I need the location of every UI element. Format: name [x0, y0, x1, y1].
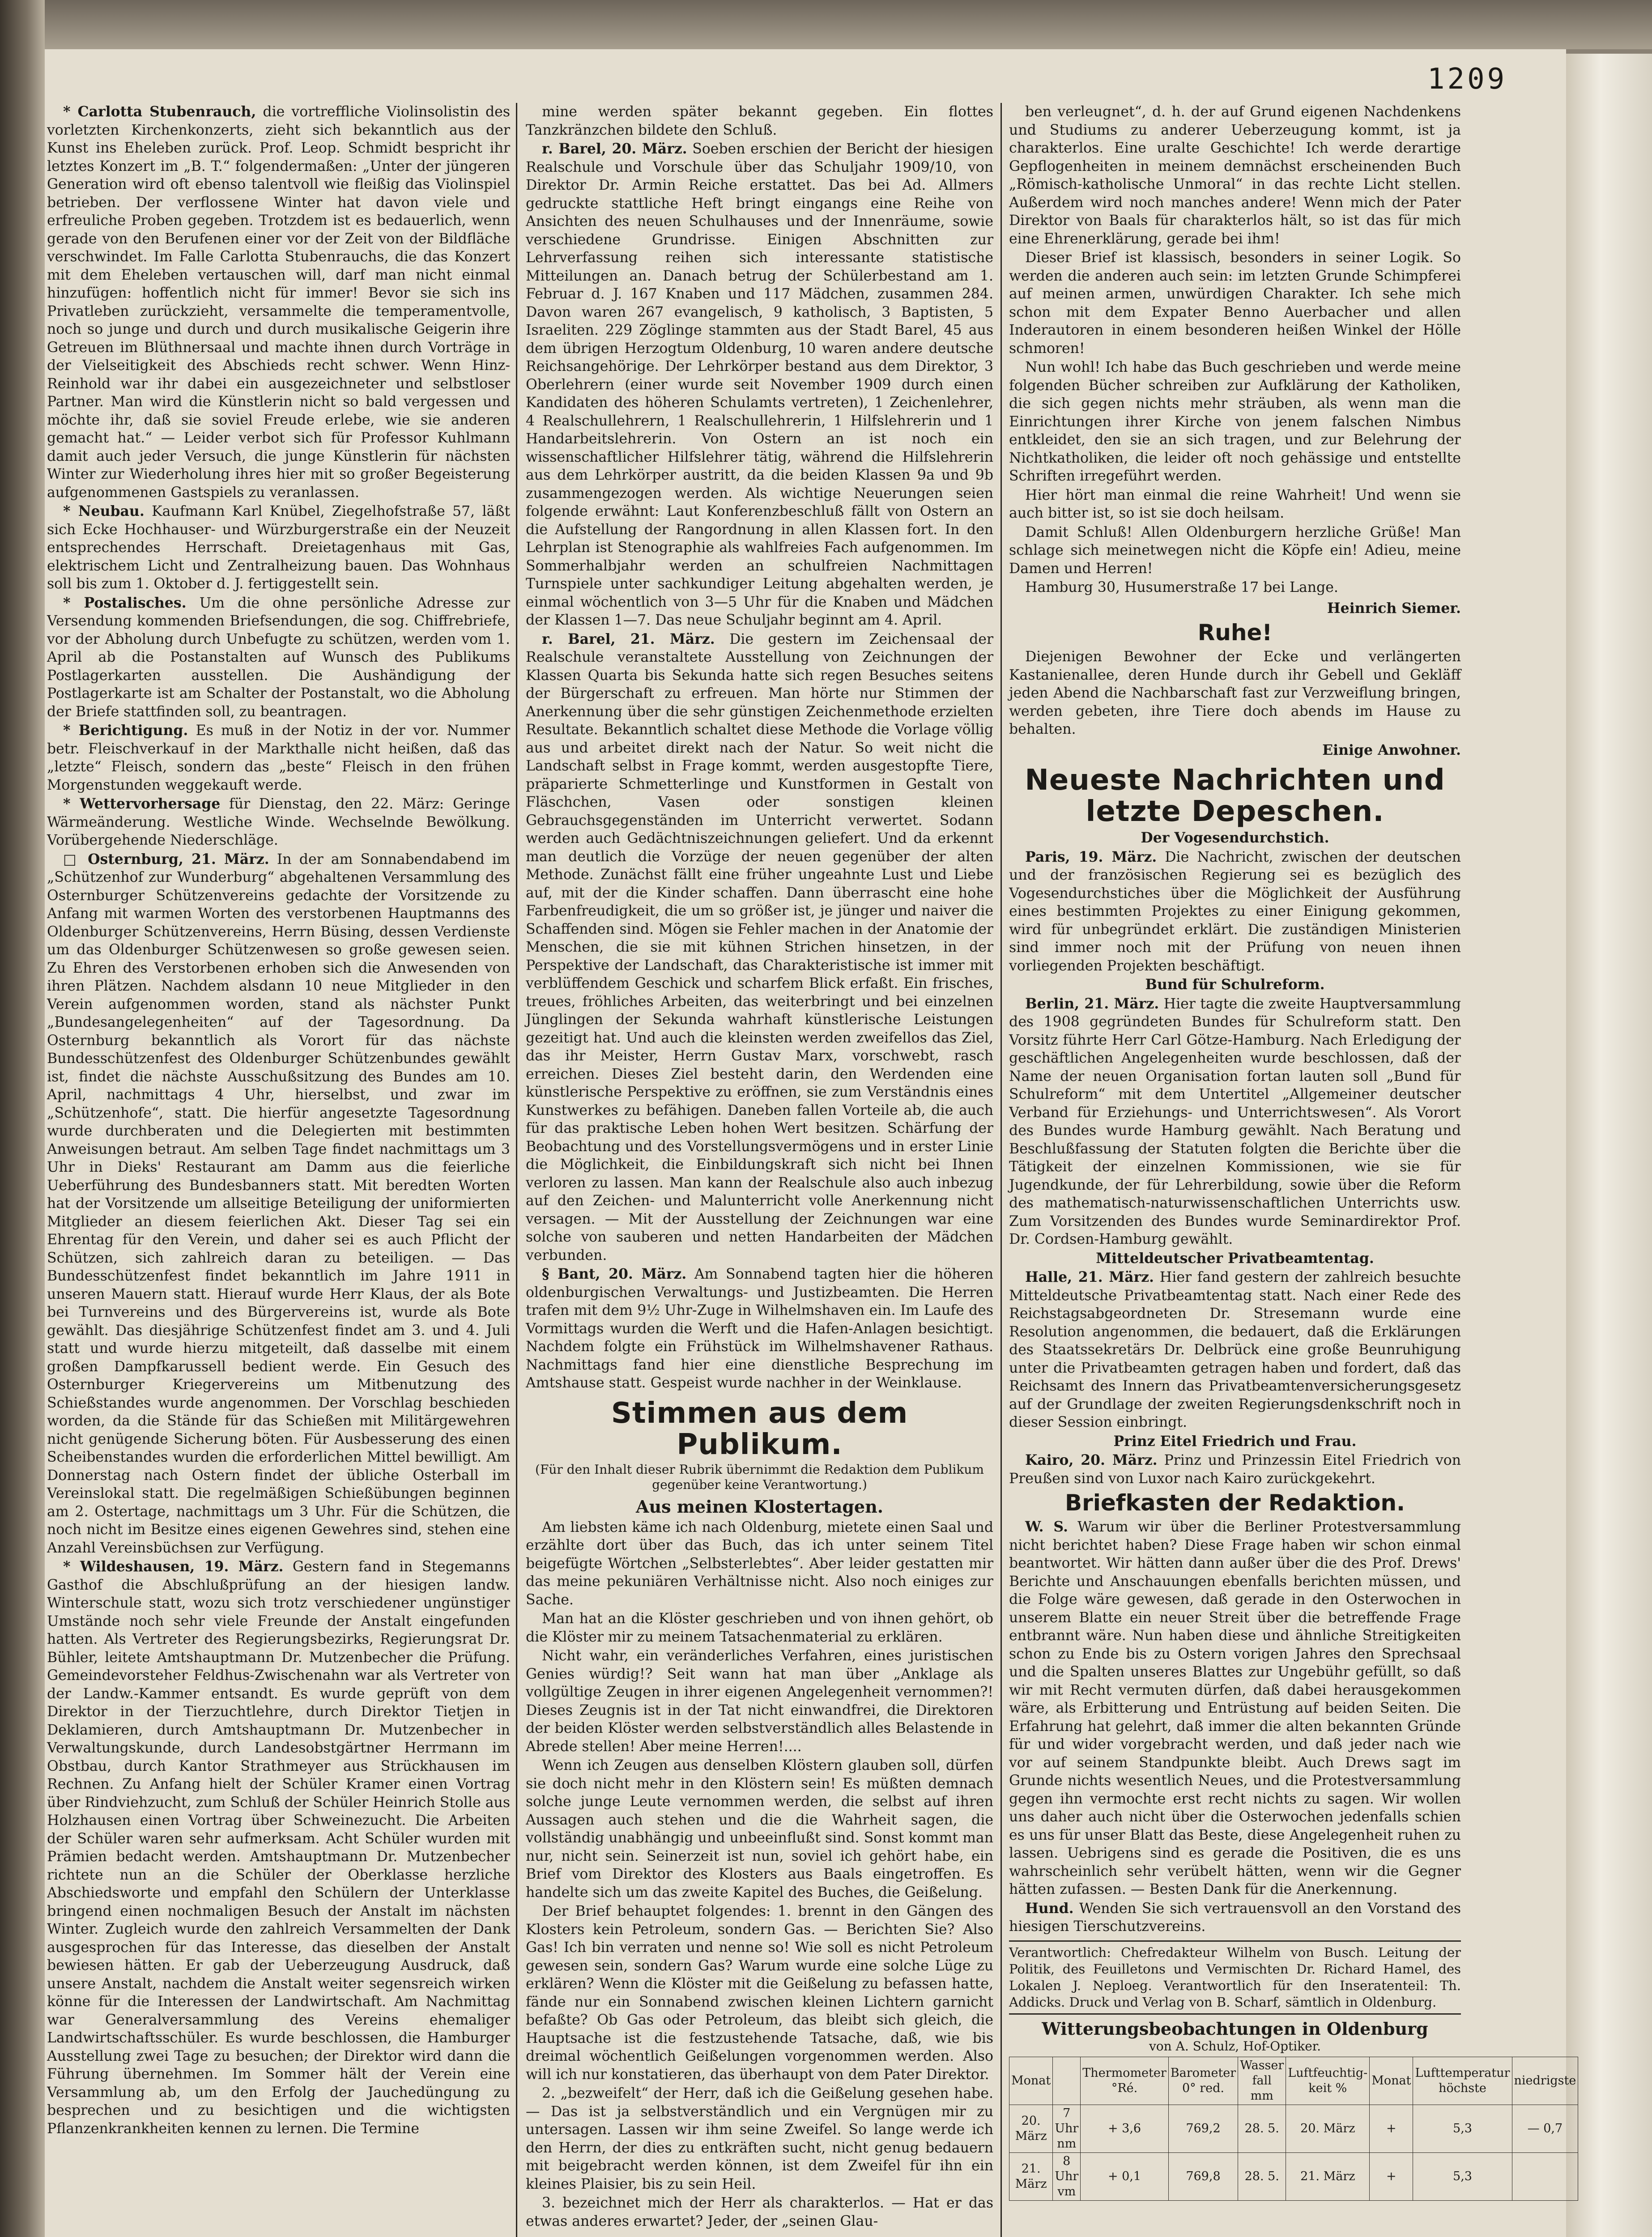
article-dateline: Paris, 19. März.	[1025, 848, 1157, 865]
column-1	[47, 103, 510, 2139]
article-paragraph	[526, 103, 993, 139]
article-paragraph	[526, 1610, 993, 1646]
article-text: Wenn ich Zeugen aus denselben Klöstern glauben soll, dürfen sie doch nicht mehr in den Klöstern sein! Es müßten demnach solche junge Leute vernommen werden, die selbst auf ihren Aussagen auch stehen und die die Wahrheit sagen, die vollständig unabhängig und unbeeinflußt sind. Sonst kommt man nur, nicht sein. Seinerzeit ist nun, soviel ich gehört habe, ein Brief vom Direktor des Klosters aus Baals eingetroffen. Es handelte sich um das zweite Kapitel des Buches, die Geißelung.	[526, 1757, 993, 1901]
weather-cell: 8 Uhr vm	[1053, 2152, 1081, 2200]
heading-text: Ruhe!	[1197, 620, 1273, 646]
weather-cell: 20. März	[1009, 2105, 1053, 2152]
weather-header: Luftfeuchtig-keit %	[1286, 2057, 1370, 2105]
article-text: Um die ohne persönliche Adresse zur Versendung kommenden Briefsendungen, die sog. Chiffrebriefe, vor der Abholung durch Unbefugte zu schützen, werden vom 1. April ab die Postanstalten auf Wunsch des Publikums Postlagerkarten ausstellen. Die Aushändigung der Postlagerkarte ist am Schalter der Postanstalt, wo die Abholung der Briefe stattfinden soll, zu beantragen.	[47, 595, 510, 720]
weather-cell: +	[1370, 2105, 1413, 2152]
article-text: Prinz und Prinzessin Eitel Friedrich von Preußen sind von Luxor nach Kairo zurückgekehrt.	[1009, 1452, 1461, 1487]
article-paragraph	[1009, 486, 1461, 523]
article-text: Die gestern im Zeichensaal der Realschule veranstaltete Ausstellung von Zeichnungen der Klassen Quarta bis Sekunda hatte sich regen Besuches seitens der Bürgerschaft zu erfreuen. Man hörte nur Stimmen der Anerkennung über die sehr günstigen Zeichenmethode erzielten Resultate. Bekanntlich schaltet diese Methode die Vorlage völlig aus und arbeitet direkt nach der Natur. So weit nicht die Landschaft selbst in Frage kommt, werden ausgestopfte Tiere, präparierte Schmetterlinge und Kunstformen in Gestalt von Fläschchen, Vasen oder sonstigen kleinen Gebrauchsgegenständen im Unterricht verwertet. Sodann werden auch Gedächtniszeichnungen geliefert. Und da erkennt man deutlich die Vorzüge der neuen gegenüber der alten Methode. Zunächst fällt eine früher ungeahnte Lust und Liebe auf, mit der die Kinder schaffen. Dann überrascht eine hohe Farbenfreudigkeit, die um so größer ist, je jünger und naiver die Schaffenden sind. Mögen sie Fehler machen in der Anatomie der Menschen, die sie mit kühnen Strichen hinsetzen, in der Perspektive der Landschaft, das Charakteristische ist immer mit verblüffendem Geschick und scharfem Blick erfaßt. Ein frisches, treues, fröhliches Arbeiten, das weiterbringt und bei einzelnen Jünglingen der Sekunda wahrhaft künstlerische Leistungen gezeitigt hat. Und auch die kleinsten werden zweifellos das Ziel, das ihr Meister, Herrn Gustav Marx, vorschwebt, rasch erreichen. Dieses Ziel besteht darin, den Werdenden eine künstlerische Perspektive zu eröffnen, sie zum Verständnis eines Kunstwerkes zu befähigen. Daneben fallen Vorteile ab, die auch für das praktische Leben hohen Wert besitzen. Schärfung der Beobachtung und des Vorstellungsvermögens und in erster Linie die Möglichkeit, die Einbildungskraft sich nicht bei Ihnen verloren zu lassen. Man kann der Realschule also auch inbezug auf den Zeichen- und Malunterricht volle Anerkennung nicht versagen. — Mit der Ausstellung der Zeichnungen war eine solche von sauberen und netten Handarbeiten der Mädchen verbunden.	[526, 631, 993, 1263]
article-paragraph	[1009, 648, 1461, 739]
article-text: Die Nachricht, zwischen der deutschen und der französischen Regierung sei es bezüglich des Vogesendurchstiches über die Möglichkeit der Ausführung eines bestimmten Projektes zu einer Einigung gekommen, wird für unbegründet erklärt. Die zuständigen Ministerien sind immer noch mit der Prüfung von neuen ihnen vorliegenden Projekten beschäftigt.	[1009, 849, 1461, 974]
article-text: Hier tagte die zweite Hauptversammlung des 1908 gegründeten Bundes für Schulreform statt. Den Vorsitz führte Herr Carl Götze-Hamburg. Nach Erledigung der geschäftlichen Angelegenheiten wurde beschlossen, daß der Name der neuen Organisation fortan lauten soll „Bund für Schulreform“ mit dem Untertitel „Allgemeiner deutscher Verband für Erziehungs- und Unterrichtswesen“. Als Vorort des Bundes wurde Hamburg gewählt. Nach Beratung und Beschlußfassung der Statuten folgten die Berichte über die Tätigkeit der einzelnen Kommissionen, wie sie für Jugendkunde, der für Lehrerbildung, sowie über die Reform des mathematisch-naturwissenschaftlichen Unterrichts usw. Zum Vorsitzenden des Bundes wurde Seminardirektor Prof. Dr. Cordsen-Hamburg gewählt.	[1009, 995, 1461, 1247]
weather-header: Barometer 0° red.	[1168, 2057, 1238, 2105]
signature	[1009, 600, 1461, 618]
weather-cell: 7 Uhr nm	[1053, 2105, 1081, 2152]
column-rule-1	[516, 103, 517, 2237]
article-text: Gestern fand in Stegemanns Gasthof die Abschlußprüfung an der hiesigen landw. Winterschule statt, wozu sich trotz verschiedener ungünstiger Umstände noch sehr viele Freunde der Anstalt eingefunden hatten. Als Vertreter des Regierungsbezirks, Regierungsrat Dr. Bühler, leitete Amtshauptmann Dr. Mutzenbecher die Prüfung. Gemeindevorsteher Feldhus-Zwischenahn war als Vertreter von der Landw.-Kammer entsandt. Es wurde geprüft von dem Direktor in der Tierzuchtlehre, durch Direktor Tietjen in Deklamieren, durch Amtshauptmann Dr. Mutzenbecher in Verwaltungskunde, durch Landesobstgärtner Herrmann im Obstbau, durch Kantor Strathmeyer aus Strückhausen im Rechnen. Zu Anfang hielt der Schüler Kramer einen Vortrag über Rindviehzucht, zum Schluß der Schüler Heinrich Stolle aus Holzhausen einen Vortrag über Schweinezucht. Die Arbeiten der Schüler waren sehr aufmerksam. Acht Schüler wurden mit Prämien bedacht werden. Amtshauptmann Dr. Mutzenbecher richtete nun an die Schüler der Oberklasse herzliche Abschiedsworte und empfahl den Schülern der Unterklasse bringend einen nochmaligen Besuch der Anstalt im nächsten Winter. Zugleich wurde den zahlreich Versammelten der Dank ausgesprochen für das Interesse, das dieselben der Anstalt bewiesen hätten. Er gab der Ueberzeugung Ausdruck, daß unsere Anstalt, nachdem die Anstalt weiter segensreich wirken könne für die Interessen der Landwirtschaft. Am Nachmittag war Generalversammlung des Vereins ehemaliger Landwirtschaftsschüler. Es wurde beschlossen, die Hamburger Ausstellung zwei Tage zu besuchen; der Direktor wird dann die Führung übernehmen. Im Sommer hält der Verein eine Versammlung ab, um den Erfolg der Jauchedüngung zu besprechen und zu besichtigen und die wichtigsten Pflanzenkrankheiten kennen zu lernen. Die Termine	[47, 1559, 511, 2137]
article-text: Wenden Sie sich vertrauensvoll an den Vorstand des hiesigen Tierschutzvereins.	[1009, 1900, 1461, 1935]
article-paragraph	[47, 103, 510, 502]
article-paragraph	[526, 2194, 993, 2230]
article-paragraph	[1009, 1900, 1461, 1936]
article-paragraph	[1009, 1268, 1461, 1432]
article-text: Nun wohl! Ich habe das Buch geschrieben und werde meine folgenden Bücher schreiben zur Aufklärung der Katholiken, die sich gegen nichts mehr sträuben, als wenn man die Einrichtungen ihrer Kirche von jenem falschen Nimbus entkleidet, den sie an sich tragen, und zur Belehrung der Nichtkatholiken, die leider oft noch gehässige und entstellte Schriften irregeführt werden.	[1009, 359, 1461, 484]
article-paragraph	[47, 722, 510, 794]
article-dateline: Halle, 21. März.	[1025, 1269, 1154, 1285]
section-heading	[1009, 1490, 1461, 1515]
weather-row	[1009, 2105, 1578, 2152]
weather-cell: 769,8	[1168, 2152, 1238, 2200]
article-dateline: r. Barel, 21. März.	[542, 630, 715, 647]
weather-header: Lufttemperatur höchste	[1413, 2057, 1512, 2105]
article-paragraph	[47, 594, 510, 721]
column-3	[1009, 103, 1576, 2201]
article-text: die vortreffliche Violinsolistin des vorletzten Kirchenkonzerts, zieht sich bekanntlich aus der Kunst ins Eheleben zurück. Prof. Leop. Schmidt bespricht ihr letztes Konzert im „B. T.“ folgendermaßen: „Unter der jüngeren Generation wird oft ebenso talentvoll wie fleißig das Violinspiel betrieben. Der verflossene Winter hat davon viele und erfreuliche Proben gegeben. Trotzdem ist es bedauerlich, wenn gerade von den Berufenen einer vor der Zeit von der Bildfläche verschwindet. Im Falle Carlotta Stubenrauchs, die das Konzert mit dem Eheleben vertauschen will, darf man nicht einmal hinzufügen: hoffentlich nicht für immer! Bevor sie sich ins Privatleben zurückzieht, versammelte die temperamentvolle, noch so junge und durch und durch musikalische Geigerin ihre Getreuen im Blüthnersaal und machte ihnen durch Vorträge in der Vielseitigkeit des Abschieds recht schwer. Wenn Hinz-Reinhold war ihr dabei ein ausgezeichneter und selbstloser Partner. Man wird die Künstlerin nicht so bald vergessen und möchte ihr, daß sie soviel Freude erlebe, wie sie anderen gemacht hat.“ — Leider verbot sich für Professor Kuhlmann damit auch jeder Versuch, die junge Künstlerin für nächsten Winter zur Wiederholung ihres hier mit so großer Begeisterung aufgenommenen Gastspiels zu veranlassen.	[47, 104, 510, 501]
column-rule-2	[1001, 103, 1002, 2237]
article-dateline: § Bant, 20. März.	[542, 1266, 687, 1282]
article-text: Hier hört man einmal die reine Wahrheit! Und wenn sie auch bitter ist, so ist sie doch heilsam.	[1009, 487, 1461, 521]
article-text: Warum wir über die Berliner Protestversammlung nicht berichtet haben? Diese Frage haben wir schon einmal beantwortet. Wir hätten dann außer über die des Prof. Drews' Berichte und Anschauungen ebenfalls berichten müssen, und die Folge wäre gewesen, daß gerade in den Osterwochen in unserem Blatte ein neuer Streit über die betreffende Frage entbrannt wäre. Nun haben diese und ähnliche Streitigkeiten schon zu Ende bis zu Ostern vorigen Jahres den Sprechsaal und die Spalten unseres Blattes zur Ungebühr gefüllt, so daß wir mit Recht vermuten dürfen, daß dabei herausgekommen wäre, als Erbitterung und Entrüstung auf beiden Seiten. Die Erfahrung hat gelehrt, daß immer die alten bekannten Gründe für und wider vorgebracht werden, und daß jeder nach wie vor auf seinem Standpunkte bleibt. Auch Drews sagt im Grunde nichts wesentlich Neues, und die Protestversammlung gegen ihn vermochte erst recht nichts zu sagen. Wir wollen uns daher auch nicht über die Osterwochen jedenfalls schien es uns für unser Blatt das Beste, diese Angelegenheit ruhen zu lassen. Uebrigens sind es gerade die Positiven, die es uns wahrscheinlich sehr verübelt hätten, wenn wir die Gegner hätten zufassen. — Besten Dank für die Anerkennung.	[1009, 1519, 1461, 1897]
article-paragraph	[1009, 848, 1461, 975]
page-number: 1209	[1427, 63, 1507, 96]
article-dateline: * Wettervorhersage	[63, 795, 221, 812]
weather-cell: 769,2	[1168, 2105, 1238, 2152]
heading-text: Mitteldeutscher Privatbeamtentag.	[1096, 1250, 1374, 1267]
article-paragraph	[47, 795, 510, 850]
disclaimer	[526, 1462, 993, 1493]
article-paragraph	[526, 1265, 993, 1392]
article-paragraph	[526, 630, 993, 1265]
weather-cell: 28. 5.	[1238, 2152, 1286, 2200]
weather-cell: + 3,6	[1081, 2105, 1168, 2152]
article-paragraph	[1009, 1451, 1461, 1488]
article-paragraph	[526, 140, 993, 629]
weather-cell: 21. März	[1009, 2152, 1053, 2200]
weather-header: Thermometer °Ré.	[1081, 2057, 1168, 2105]
article-dateline: * Berichtigung.	[63, 722, 188, 739]
weather-title: Witterungsbeobachtungen in Oldenburg	[1042, 2018, 1428, 2039]
news-headline	[1009, 829, 1461, 847]
heading-text: Prinz Eitel Friedrich und Frau.	[1113, 1433, 1357, 1450]
article-dateline: * Postalisches.	[63, 594, 187, 611]
article-paragraph	[526, 1756, 993, 1901]
book-spine	[0, 0, 45, 2237]
section-heading	[1009, 765, 1461, 827]
imprint: Verantwortlich: Chefredakteur Wilhelm von Busch. Leitung der Politik, des Feuilletons und Vermischten Dr. Richard Hamel, des Lokalen J. Neploeg. Verantwortlich für den Inseratenteil: Th. Addicks. Druck und Verlag von B. Scharf, sämtlich in Oldenburg.	[1009, 1940, 1461, 2015]
signature	[1009, 741, 1461, 760]
weather-cell	[1512, 2152, 1578, 2200]
news-headline	[1009, 1250, 1461, 1268]
heading-text: Einige Anwohner.	[1322, 741, 1461, 758]
weather-cell: 5,3	[1413, 2152, 1512, 2200]
article-paragraph	[1009, 523, 1461, 578]
article-text: Es muß in der Notiz in der vor. Nummer betr. Fleischverkauf in der Markthalle nicht heißen, daß das „letzte“ Fleisch, sondern das „beste“ Fleisch in den frühen Morgenstunden weggekauft werde.	[47, 723, 510, 793]
article-text: Dieser Brief ist klassisch, besonders in seiner Logik. So werden die anderen auch sein: im letzten Grunde Schimpferei auf meinen armen, unwürdigen Charakter. Ich sehe mich schon mit dem Expater Benno Auerbacher und allen Inderautoren in einem besonderen heißen Winkel der Hölle schmoren!	[1009, 250, 1461, 357]
heading-text: (Für den Inhalt dieser Rubrik übernimmt die Redaktion dem Publikum gegenüber keine Verantwortung.)	[535, 1462, 984, 1492]
news-headline	[1009, 976, 1461, 994]
weather-header: Monat	[1370, 2057, 1413, 2105]
article-text: für Dienstag, den 22. März: Geringe Wärmeänderung. Westliche Winde. Wechselnde Bewölkung. Vorübergehende Niederschläge.	[47, 796, 511, 848]
article-dateline: * Wildeshausen, 19. März.	[63, 1558, 284, 1575]
weather-header: niedrigste	[1512, 2057, 1578, 2105]
article-text: Kaufmann Karl Knübel, Ziegelhofstraße 57, läßt sich Ecke Hochhauser- und Würzburgerstraße ein der Neuzeit entsprechendes Herrschaft. Dreietagenhaus mit Gas, elektrischem Licht und Zentralheizung bauen. Das Wohnhaus soll bis zum 1. Oktober d. J. fertiggestellt sein.	[47, 503, 511, 592]
article-paragraph	[47, 1558, 510, 2138]
article-paragraph	[1009, 995, 1461, 1249]
news-headline	[1009, 1433, 1461, 1451]
article-paragraph	[526, 1647, 993, 1756]
article-text: Der Brief behauptet folgendes: 1. brennt in den Gängen des Klosters kein Petroleum, sondern Gas. — Berichten Sie? Also Gas! Ich bin verraten und nenne so! Wie soll es nicht Petroleum gewesen sein, sondern Gas? Warum wurde eine solche Lüge zu erklären? Wenn die Klöster mit die Geißelung zu befassen hatte, fände nur ein Sonnabend zwischen kleinen Lichtern garnicht befaßte? Ob Gas oder Petroleum, das bleibt sich gleich, die Hauptsache ist die festzustehende Tatsache, daß, wie bis dreimal wöchentlich Geißelungen vorgenommen werden. Also will ich nur konstatieren, das überhaupt von dem Pater Direktor.	[526, 1903, 993, 2083]
article-text: Damit Schluß! Allen Oldenburgern herzliche Grüße! Man schlage sich meinetwegen nicht die Köpfe ein! Adieu, meine Damen und Herren!	[1009, 524, 1461, 577]
article-paragraph	[1009, 1518, 1461, 1899]
heading-text: Heinrich Siemer.	[1327, 600, 1461, 617]
heading-text: Aus meinen Klostertagen.	[636, 1496, 883, 1517]
heading-text: Briefkasten der Redaktion.	[1064, 1490, 1405, 1516]
article-text: Soeben erschien der Bericht der hiesigen Realschule und Vorschule über das Schuljahr 1909/10, von Direktor Dr. Armin Reiche erstattet. Das bei Ad. Allmers gedruckte stattliche Heft bringt eingangs eine Reihe von Ansichten des neuen Schulhauses und der Innenräume, sowie verschiedene Grundrisse. Einigen Abschnitten zur Lehrverfassung reihen sich interessante statistische Mitteilungen an. Danach betrug der Schülerbestand am 1. Februar d. J. 167 Knaben und 117 Mädchen, zusammen 284. Davon waren 267 evangelisch, 9 katholisch, 3 Baptisten, 5 Israeliten. 229 Zöglinge stammten aus der Stadt Barel, 45 aus dem übrigen Herzogtum Oldenburg, 10 waren andere deutsche Reichsangehörige. Der Lehrkörper bestand aus dem Direktor, 3 Oberlehrern (einer wurde seit November 1909 durch einen Kandidaten des höheren Schulamts vertreten), 1 Zeichenlehrer, 4 Realschullehrern, 1 Realschullehrerin, 1 Hilfslehrerin und 1 Handarbeitslehrerin. Von Ostern an ist noch ein wissenschaftlicher Hilfslehrer tätig, während die Hilfslehrerin aus dem Lehrkörper austritt, da die beiden Klassen 9a und 9b zusammengezogen werden. Als wichtige Neuerungen seien folgende erwähnt: Laut Konferenzbeschluß fällt von Ostern an die Aufstellung der Rangordnung in allen Klassen fort. In den Lehrplan ist Stenographie als wahlfreies Fach aufgenommen. Im Sommerhalbjahr werden an schulfreien Nachmittagen Turnspiele unter sachkundiger Leitung abgehalten werden, je einmal wöchentlich von 3—5 Uhr für die Knaben und Mädchen der Klassen 1—7. Das neue Schuljahr beginnt am 4. April.	[526, 141, 993, 628]
weather-row	[1009, 2152, 1578, 2200]
article-paragraph	[526, 1902, 993, 2084]
article-dateline: r. Barel, 20. März.	[542, 140, 687, 157]
article-text: Hamburg 30, Husumerstraße 17 bei Lange.	[1025, 579, 1338, 595]
article-text: mine werden später bekannt gegeben. Ein flottes Tanzkränzchen bildete den Schluß.	[526, 104, 993, 138]
weather-box	[1009, 2018, 1576, 2201]
weather-header	[1053, 2057, 1081, 2105]
weather-cell: 20. März	[1286, 2105, 1370, 2152]
section-heading	[1009, 620, 1461, 645]
weather-cell: +	[1370, 2152, 1413, 2200]
article-text: Am Sonnabend tagten hier die höheren oldenburgischen Verwaltungs- und Justizbeamten. Die Herren trafen mit dem 9½ Uhr-Zuge in Wilhelmshaven ein. Im Laufe des Vormittags wurden die Werft und die Hafen-Anlagen besichtigt. Nachdem folgte ein Frühstück im Wilhelmshavener Rathaus. Nachmittags fand hier eine dienstliche Besprechung im Amtshause statt. Gespeist wurde nachher in der Weinklause.	[526, 1266, 993, 1391]
weather-cell: — 0,7	[1512, 2105, 1578, 2152]
article-dateline: * Carlotta Stubenrauch,	[63, 103, 256, 120]
weather-header-row	[1009, 2057, 1578, 2105]
article-text: In der am Sonnabendabend im „Schützenhof zur Wunderburg“ abgehaltenen Versammlung des Osternburger Schützenvereins gedachte der Vorsitzende zu Anfang mit warmen Worten des verstorbenen Hauptmanns des Oldenburger Schützenvereins, Herrn Büsing, dessen Verdienste um das Oldenburger Schützenwesen so große gewesen seien. Zu Ehren des Verstorbenen erhoben sich die Anwesenden von ihren Plätzen. Nachdem alsdann 10 neue Mitglieder in den Verein aufgenommen worden, stand als nächster Punkt „Bundesangelegenheiten“ auf der Tagesordnung. Da Osternburg bekanntlich als Vorort für das nächste Bundesschützenfest des Oldenburger Schützenbundes gewählt ist, findet die nächste Ausschußsitzung des Bundes am 10. April, nachmittags 4 Uhr, hierselbst, und zwar im „Schützenhofe“, statt. Die hierfür angesetzte Tagesordnung wurde durchberaten und die Delegierten mit bestimmten Anweisungen betraut. Am selben Tage findet nachmittags um 3 Uhr in Dieks' Restaurant am Damm aus die feierliche Ueberführung des Bundesbanners statt. Mit beredten Worten hat der Vorsitzende um allseitige Beteiligung der uniformierten Mitglieder an diesem feierlichen Akt. Dieser Tag sei ein Ehrentag für den Verein, und daher sei es auch Pflicht der Schützen, sich zahlreich daran zu beteiligen. — Das Bundesschützenfest findet bekanntlich im Jahre 1911 in unseren Mauern statt. Hierauf wurde Herr Klaus, der als Bote bei Turnvereins und des Bürgervereins ist, wurde als Bote gewählt. Das diesjährige Schützenfest findet am 3. und 4. Juli statt und wurde hierzu mitgeteilt, daß dasselbe mit einem großen Dampfkarussell bedient werde. Ein Gesuch des Osternburger Kriegervereins um Mitbenutzung des Schießstandes wurde angenommen. Der Vorschlag beschieden worden, da die Stände für das Schießen mit Militärgewehren nicht genügende Sicherung böten. Für Ausbesserung des einen Scheibenstandes wurden die erforderlichen Mittel bewilligt. Am Donnerstag nach Ostern findet der übliche Osterball im Vereinslokal statt. Die regelmäßigen Schießübungen beginnen am 2. Ostertage, nachmittags um 3 Uhr. Für die Schützen, die noch nicht im Besitze eines eigenen Gewehres sind, stehen eine Anzahl Vereinsbüchsen zur Verfügung.	[47, 851, 510, 1556]
book-edge-top	[45, 0, 1652, 49]
article-text: Diejenigen Bewohner der Ecke und verlängerten Kastanienallee, deren Hunde durch ihr Gebell und Gekläff jeden Abend die Nachbarschaft fast zur Verzweiflung bringen, werden gebeten, ihre Tiere doch abends im Hause zu behalten.	[1009, 649, 1461, 737]
weather-table	[1009, 2057, 1578, 2201]
article-text: Hier fand gestern der zahlreich besuchte Mitteldeutsche Privatbeamtentag statt. Nach einer Rede des Reichstagsabgeordneten Dr. Stresemann wurde eine Resolution angenommen, die bedauert, daß die Erklärungen des Staatssekretärs Dr. Delbrück eine große Beunruhigung unter die Privatbeamten getragen haben und fordert, daß das Reichsamt des Innern das Privatbeamtenversicherungsgesetz auf der Grundlage der zweiten Regierungsdenkschrift noch in dieser Session einbringt.	[1009, 1269, 1461, 1430]
article-paragraph	[526, 2084, 993, 2193]
book-page-stack	[1566, 54, 1652, 2237]
weather-cell: + 0,1	[1081, 2152, 1168, 2200]
heading-text: Der Vogesendurchstich.	[1141, 829, 1329, 846]
article-dateline: Hund.	[1025, 1900, 1074, 1917]
article-dateline: Berlin, 21. März.	[1025, 995, 1159, 1012]
weather-header: Wasser fall mm	[1238, 2057, 1286, 2105]
column-2	[526, 103, 993, 2231]
article-text: 3. bezeichnet mich der Herr als charakterlos. — Hat er das etwas anderes erwartet? Jeder, der „seinen Glau-	[526, 2195, 993, 2229]
article-text: Man hat an die Klöster geschrieben und von ihnen gehört, ob die Klöster mir zu meinem Tatsachenmaterial zu erklären.	[526, 1611, 993, 1645]
article-dateline: Kairo, 20. März.	[1025, 1452, 1158, 1468]
heading-text: Bund für Schulreform.	[1145, 976, 1325, 993]
heading-text: Neueste Nachrichten und letzte Depeschen.	[1025, 764, 1445, 828]
article-headline	[526, 1497, 993, 1517]
section-heading	[526, 1398, 993, 1460]
article-text: 2. „bezweifelt“ der Herr, daß ich die Geißelung gesehen habe. — Das ist ja selbstverständlich und ein Vergnügen mir zu untersagen. Lassen wir ihm seine Zweifel. So lange werde ich den Herrn, der dies zu entkräften sucht, nicht genug bedauern mit beigebracht werden können, ist dem Zweifel für ihn ein kleines Plaisier, bis zu sein Heil.	[526, 2085, 993, 2192]
article-paragraph	[1009, 103, 1461, 248]
article-text: ben verleugnet“, d. h. der auf Grund eigenen Nachdenkens und Studiums zu anderer Ueberzeugung kommt, ist ja charakterlos. Eine uralte Geschichte! Ich werde derartige Gepflogenheiten in meinem demnächst erscheinenden Buch „Römisch-katholische Unmoral“ in das rechte Licht stellen. Außerdem wird noch manches andere! Wenn mich der Pater Direktor von Baals für charakterlos hält, so ist das für mich eine Ehrenerklärung, gerade bei ihm!	[1009, 104, 1461, 247]
article-paragraph	[1009, 249, 1461, 357]
article-paragraph	[1009, 578, 1461, 597]
article-dateline: * Neubau.	[63, 503, 145, 519]
article-dateline: □ Osternburg, 21. März.	[63, 851, 269, 868]
weather-header: Monat	[1009, 2057, 1053, 2105]
article-text: Nicht wahr, ein veränderliches Verfahren, eines juristischen Genies würdig!? Seit wann hat man über „Anklage als vollgültige Zeugen in ihrer eigenen Angelegenheit vernommen?! Dieses Zeugnis ist in der Tat nicht einwandfrei, die Direktoren der beiden Klöster werden selbstverständlich alles Belastende in Abrede stellen! Aber meine Herren!....	[526, 1648, 993, 1755]
weather-cell: 28. 5.	[1238, 2105, 1286, 2152]
article-paragraph	[47, 502, 510, 593]
heading-text: Stimmen aus dem Publikum.	[611, 1396, 908, 1461]
article-paragraph	[526, 1518, 993, 1609]
article-text: Am liebsten käme ich nach Oldenburg, mietete einen Saal und erzählte dort über das Buch, das ich unter seinem Titel beigefügte Wörtchen „Selbsterlebtes“. Aber leider gestatten mir das meine pekuniären Verhältnisse nicht. Also noch einiges zur Sache.	[526, 1519, 993, 1608]
weather-subtitle: von A. Schulz, Hof-Optiker.	[1149, 2038, 1321, 2054]
weather-cell: 5,3	[1413, 2105, 1512, 2152]
article-paragraph	[47, 851, 510, 1557]
article-paragraph	[1009, 358, 1461, 485]
weather-cell: 21. März	[1286, 2152, 1370, 2200]
article-dateline: W. S.	[1025, 1518, 1068, 1535]
